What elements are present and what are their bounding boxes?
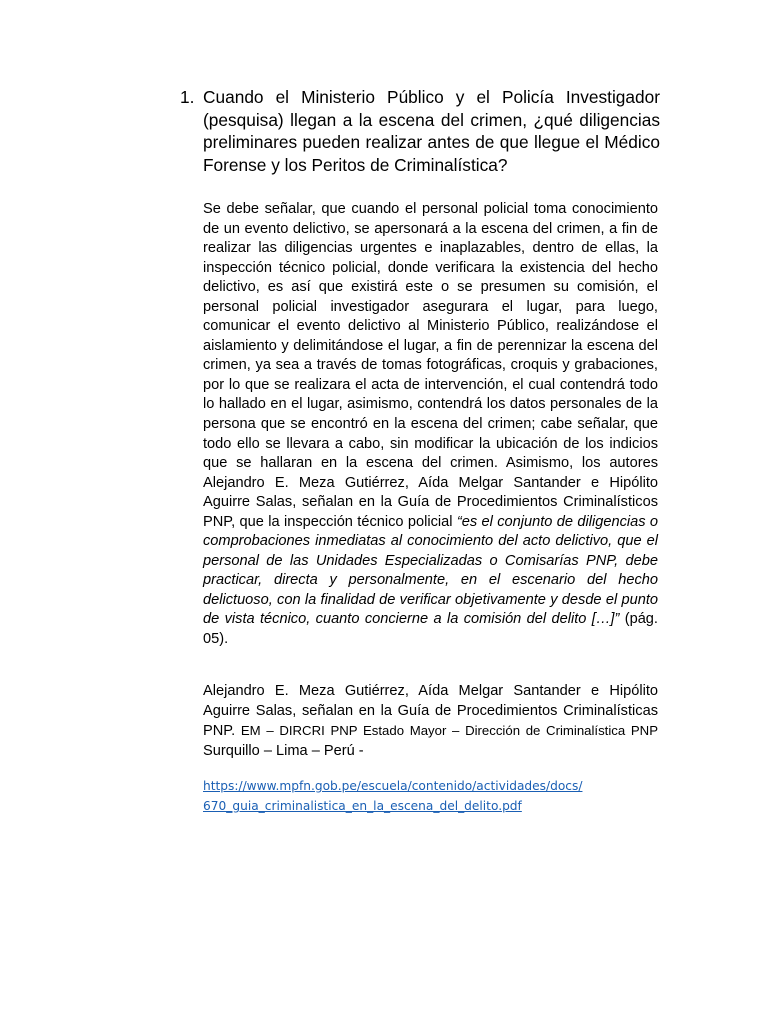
question-number: 1. [180, 87, 195, 107]
question-item [180, 86, 660, 176]
reference-text: Alejandro E. Meza Gutiérrez, Aída Melgar Santander e Hipólito Aguirre Salas, señalan en la Guía de Procedimientos Criminalísticas PNP. [203, 683, 658, 740]
source-link-line-2[interactable]: 670_guia_criminalistica_en_la_escena_del_delito.pdf [203, 799, 522, 813]
reference-tail-text: Surquillo – Lima – Perú - [203, 742, 364, 759]
answer-paragraph [203, 200, 658, 650]
answer-main-text: Se debe señalar, que cuando el personal policial toma conocimiento de un evento delictivo, se apersonará a la escena del crimen, a fin de realizar las diligencias urgentes e inaplazables, dentro de ellas, la inspección técnico policial, donde verificara la existencia del hecho delictivo, es así que existirá este o se presumen su comisión, el personal policial investigador asegurara el lugar, para luego, comunicar el evento delictivo al Ministerio Público, realizándose el aislamiento y delimitándose el lugar, a fin de perennizar la escena del crimen, ya sea a través de tomas fotográficas, croquis y grabaciones, por lo que se realizara el acta de intervención, el cual contendrá todo lo hallado en el lugar, asimismo, contendrá los datos personales de la persona que se encontró en la escena del crimen; cabe señalar, que todo ello se llevara a cabo, sin modificar la ubicación de los indicios que se hallaran en la escena del crimen. Asimismo, los autores Alejandro E. Meza Gutiérrez, Aída Melgar Santander e Hipólito Aguirre Salas, señalan en la Guía de Procedimientos Criminalísticos PNP, que la inspección técnico policial [203, 201, 658, 530]
source-link[interactable] [203, 776, 658, 816]
question-text: Cuando el Ministerio Público y el Policía Investigador (pesquisa) llegan a la escena del crimen, ¿qué diligencias preliminares pueden realizar antes de que llegue el Médico Forense y los Peritos de Criminalística? [203, 87, 660, 175]
source-link-line-1[interactable]: https://www.mpfn.gob.pe/escuela/contenido/actividades/docs/ [203, 779, 583, 793]
answer-citation: (pág. 05). [203, 611, 658, 648]
answer-quote: “es el conjunto de diligencias o comprobaciones inmediatas al conocimiento del acto delictivo, que el personal de las Unidades Especializadas o Comisarías PNP, debe practicar, directa y personalmente, en el escenario del hecho delictuoso, con la finalidad de verificar objetivamente y desde el punto de vista técnico, cuanto concierne a la comisión del delito […]” [203, 513, 658, 628]
reference-small-text: EM – DIRCRI PNP Estado Mayor – Dirección de Criminalística PNP [235, 723, 658, 739]
reference-paragraph [203, 682, 658, 761]
